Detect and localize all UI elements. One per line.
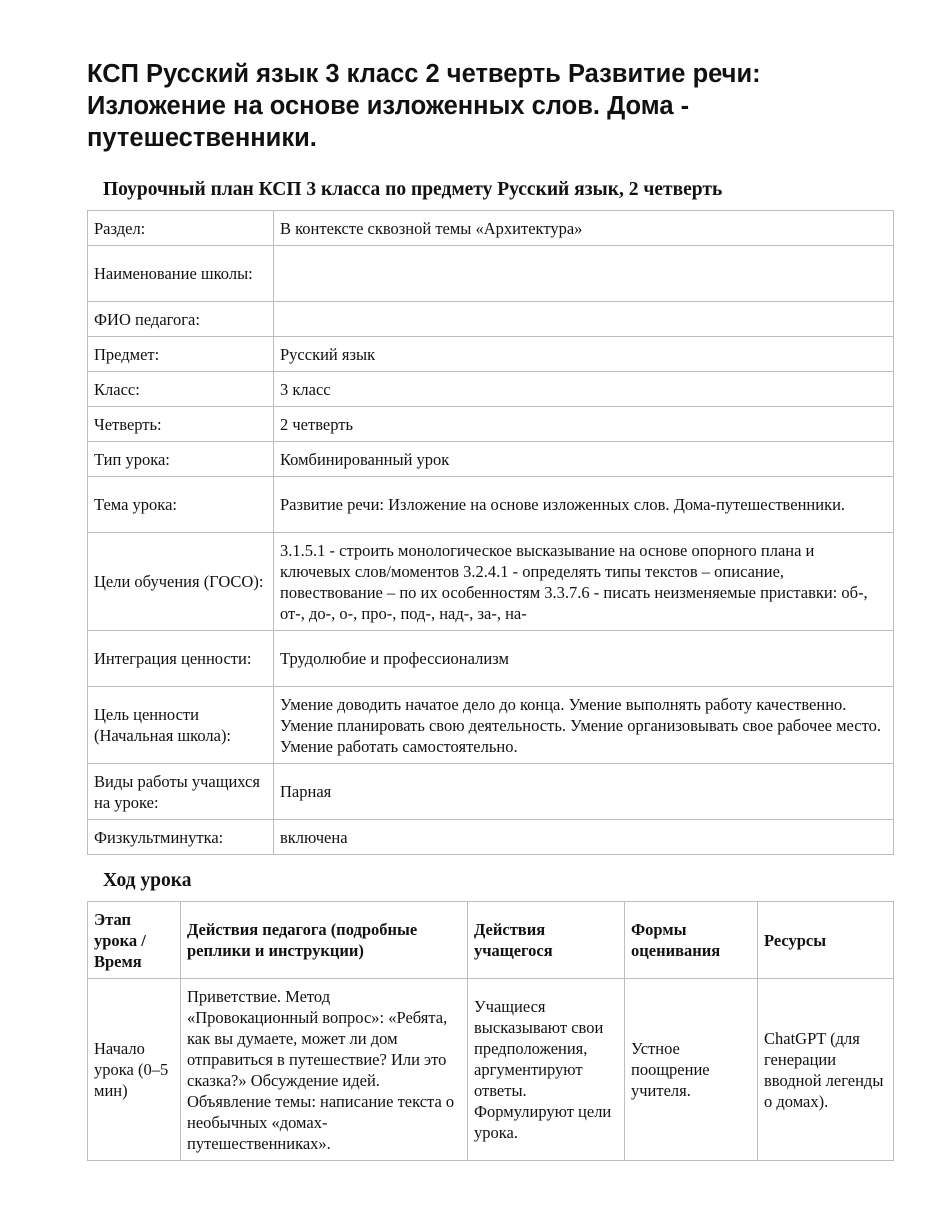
lesson-info-table <box>87 210 894 855</box>
teacher-actions-cell: Приветствие. Метод «Провокационный вопрос»: «Ребята, как вы думаете, может ли дом отправиться в путешествие? Или это сказка?» Обсуждение идей. Объявление темы: написание текста о необычных «домах-путешественниках». <box>181 979 468 1161</box>
row-label: Четверть: <box>88 407 274 442</box>
table-row <box>88 211 894 246</box>
row-value: Трудолюбие и профессионализм <box>274 631 894 687</box>
row-value <box>274 302 894 337</box>
table-row <box>88 477 894 533</box>
table-row <box>88 687 894 764</box>
row-label: Раздел: <box>88 211 274 246</box>
row-value <box>274 246 894 302</box>
row-label: Виды работы учащихся на уроке: <box>88 764 274 820</box>
resources-cell: ChatGPT (для генерации вводной легенды о домах). <box>758 979 894 1161</box>
table-row <box>88 442 894 477</box>
table-row <box>88 533 894 631</box>
row-value: 3 класс <box>274 372 894 407</box>
row-label: Тип урока: <box>88 442 274 477</box>
column-header-teacher-actions: Действия педагога (подробные реплики и инструкции) <box>181 902 468 979</box>
table-row <box>88 246 894 302</box>
row-label: Цель ценности (Начальная школа): <box>88 687 274 764</box>
lesson-progress-table <box>87 901 894 1161</box>
row-label: Тема урока: <box>88 477 274 533</box>
row-value: Развитие речи: Изложение на основе изложенных слов. Дома-путешественники. <box>274 477 894 533</box>
column-header-assessment: Формы оценивания <box>625 902 758 979</box>
stage-cell: Начало урока (0–5 мин) <box>88 979 181 1161</box>
table-header-row <box>88 902 894 979</box>
row-value: Русский язык <box>274 337 894 372</box>
table-row <box>88 820 894 855</box>
table-row <box>88 407 894 442</box>
row-label: ФИО педагога: <box>88 302 274 337</box>
row-value: Умение доводить начатое дело до конца. Умение выполнять работу качественно. Умение планировать свою деятельность. Умение организовывать свое рабочее место. Умение работать самостоятельно. <box>274 687 894 764</box>
row-value: Парная <box>274 764 894 820</box>
table-row <box>88 979 894 1161</box>
row-label: Физкультминутка: <box>88 820 274 855</box>
lesson-progress-heading: Ход урока <box>103 870 192 891</box>
table-row <box>88 631 894 687</box>
row-label: Класс: <box>88 372 274 407</box>
student-actions-cell: Учащиеся высказывают свои предположения, аргументируют ответы. Формулируют цели урока. <box>468 979 625 1161</box>
table-row <box>88 764 894 820</box>
row-label: Интеграция ценности: <box>88 631 274 687</box>
assessment-cell: Устное поощрение учителя. <box>625 979 758 1161</box>
column-header-resources: Ресурсы <box>758 902 894 979</box>
table-row <box>88 372 894 407</box>
document-title: КСП Русский язык 3 класс 2 четверть Развитие речи: Изложение на основе изложенных слов. Дома - путешественники. <box>87 60 761 152</box>
column-header-student-actions: Действия учащегося <box>468 902 625 979</box>
table-row <box>88 337 894 372</box>
plan-subtitle: Поурочный план КСП 3 класса по предмету Русский язык, 2 четверть <box>103 179 723 200</box>
table-row <box>88 302 894 337</box>
row-value: В контексте сквозной темы «Архитектура» <box>274 211 894 246</box>
column-header-stage: Этап урока / Время <box>88 902 181 979</box>
row-value: 3.1.5.1 - строить монологическое высказывание на основе опорного плана и ключевых слов/моментов 3.2.4.1 - определять типы текстов – описание, повествование – по их особенностям 3.3.7.6 - писать неизменяемые приставки: об-, от-, до-, о-, про-, под-, над-, за-, на- <box>274 533 894 631</box>
row-value: Комбинированный урок <box>274 442 894 477</box>
row-value: 2 четверть <box>274 407 894 442</box>
row-label: Цели обучения (ГОСО): <box>88 533 274 631</box>
row-label: Наименование школы: <box>88 246 274 302</box>
row-label: Предмет: <box>88 337 274 372</box>
row-value: включена <box>274 820 894 855</box>
